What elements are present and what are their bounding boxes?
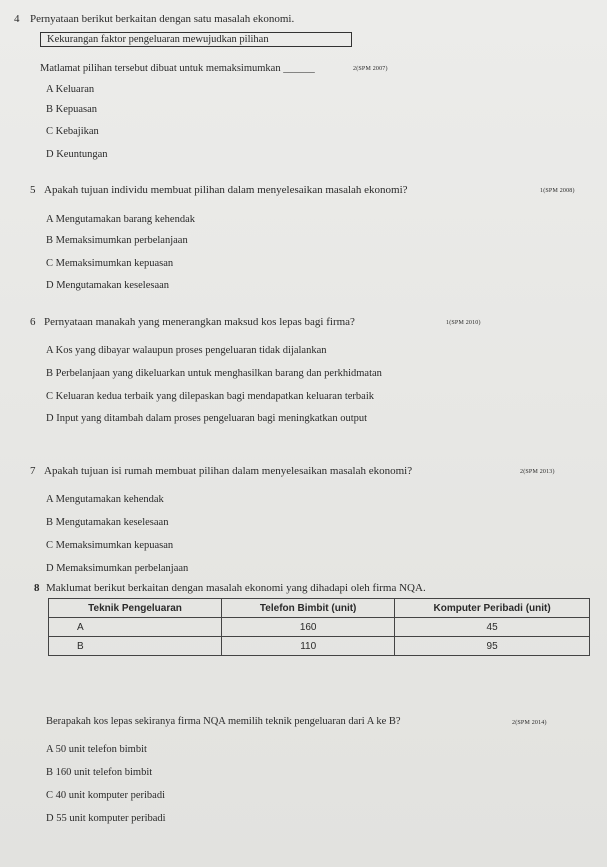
- q4-option-b[interactable]: B Kepuasan: [46, 104, 98, 115]
- q6-question: Pernyataan manakah yang menerangkan maksud kos lepas bagi firma?: [44, 316, 355, 328]
- q8-option-c[interactable]: C 40 unit komputer peribadi: [46, 790, 165, 801]
- q7-option-d[interactable]: D Memaksimumkan perbelanjaan: [46, 563, 189, 574]
- q8-ref: 2(SPM 2014): [512, 720, 547, 726]
- q5-number: 5: [30, 184, 36, 196]
- q7-number: 7: [30, 465, 36, 477]
- q6-option-c[interactable]: C Keluaran kedua terbaik yang dilepaskan bagi mendapatkan keluaran terbaik: [46, 391, 374, 402]
- q4-option-c[interactable]: C Kebajikan: [46, 126, 99, 137]
- table-header-phone: Telefon Bimbit (unit): [222, 599, 395, 618]
- q8-option-a[interactable]: A 50 unit telefon bimbit: [46, 744, 147, 755]
- table-cell-technique: A: [49, 618, 222, 637]
- q6-option-a[interactable]: A Kos yang dibayar walaupun proses pengeluaran tidak dijalankan: [46, 345, 327, 356]
- q6-option-d[interactable]: D Input yang ditambah dalam proses pengeluaran bagi meningkatkan output: [46, 413, 368, 424]
- q8-question: Berapakah kos lepas sekiranya firma NQA memilih teknik pengeluaran dari A ke B?: [46, 716, 401, 727]
- q4-boxed-statement: [40, 32, 352, 47]
- table-row: [49, 637, 590, 656]
- q7-ref: 2(SPM 2013): [520, 469, 555, 475]
- q5-option-b[interactable]: B Memaksimumkan perbelanjaan: [46, 235, 188, 246]
- q5-question: Apakah tujuan individu membuat pilihan dalam menyelesaikan masalah ekonomi?: [44, 184, 408, 196]
- q8-production-table: [48, 598, 590, 656]
- q7-option-a[interactable]: A Mengutamakan kehendak: [46, 494, 164, 505]
- q6-ref: 1(SPM 2010): [446, 320, 481, 326]
- table-cell-phone: 110: [222, 637, 395, 656]
- table-cell-phone: 160: [222, 618, 395, 637]
- q5-option-a[interactable]: A Mengutamakan barang kehendak: [46, 214, 195, 225]
- table-row: [49, 618, 590, 637]
- q8-number: 8: [34, 582, 40, 594]
- q4-option-a[interactable]: A Keluaran: [46, 84, 95, 95]
- q4-ref: 2(SPM 2007): [353, 66, 388, 72]
- q4-question: Matlamat pilihan tersebut dibuat untuk memaksimumkan ______: [40, 63, 315, 74]
- q7-option-c[interactable]: C Memaksimumkan kepuasan: [46, 540, 174, 551]
- q7-question: Apakah tujuan isi rumah membuat pilihan dalam menyelesaikan masalah ekonomi?: [44, 465, 413, 477]
- q6-number: 6: [30, 316, 36, 328]
- q6-option-b[interactable]: B Perbelanjaan yang dikeluarkan untuk menghasilkan barang dan perkhidmatan: [46, 368, 382, 379]
- table-cell-computer: 45: [395, 618, 590, 637]
- table-cell-technique: B: [49, 637, 222, 656]
- q7-option-b[interactable]: B Mengutamakan keselesaan: [46, 517, 169, 528]
- q5-option-c[interactable]: C Memaksimumkan kepuasan: [46, 258, 174, 269]
- table-cell-computer: 95: [395, 637, 590, 656]
- table-header-technique: Teknik Pengeluaran: [49, 599, 222, 618]
- table-header-row: [49, 599, 590, 618]
- q4-number: 4: [14, 13, 20, 25]
- q8-option-b[interactable]: B 160 unit telefon bimbit: [46, 767, 153, 778]
- q4-boxed-text: Kekurangan faktor pengeluaran mewujudkan pilihan: [47, 34, 269, 45]
- q5-option-d[interactable]: D Mengutamakan keselesaan: [46, 280, 170, 291]
- q4-stem: Pernyataan berikut berkaitan dengan satu masalah ekonomi.: [30, 13, 295, 25]
- q5-ref: 1(SPM 2008): [540, 188, 575, 194]
- q8-stem: Maklumat berikut berkaitan dengan masalah ekonomi yang dihadapi oleh firma NQA.: [46, 582, 426, 594]
- q4-option-d[interactable]: D Keuntungan: [46, 149, 108, 160]
- table-header-computer: Komputer Peribadi (unit): [395, 599, 590, 618]
- q8-option-d[interactable]: D 55 unit komputer peribadi: [46, 813, 166, 824]
